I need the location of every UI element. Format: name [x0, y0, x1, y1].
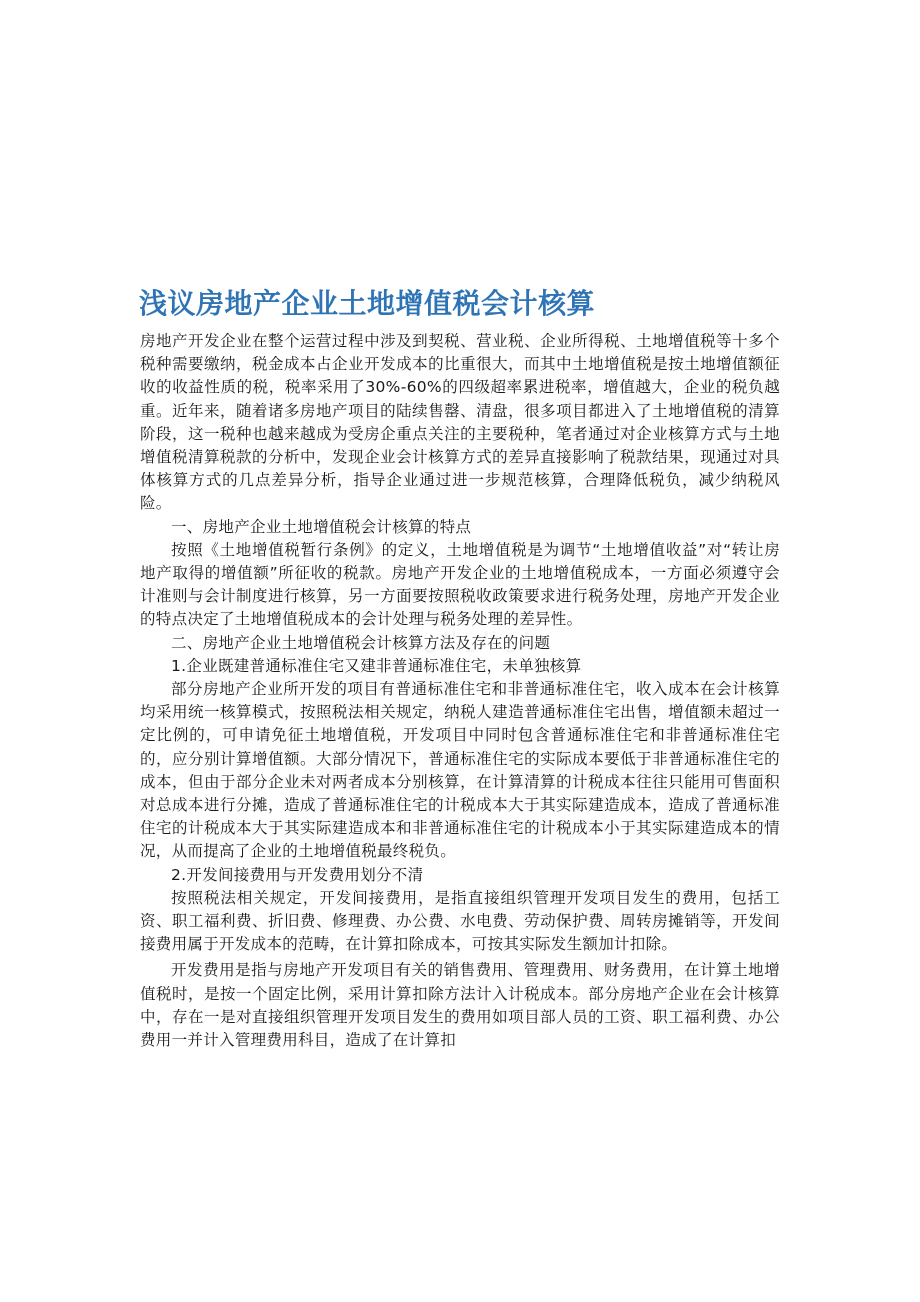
document-title: 浅议房地产企业土地增值税会计核算	[139, 287, 596, 320]
paragraph-housing: 部分房地产企业所开发的项目有普通标准住宅和非普通标准住宅，收入成本在会计核算均采用统一核算模式，按照税法相关规定，纳税人建造普通标准住宅出售，增值额未超过一定比例的，可申请免征土地增值税，开发项目中同时包含普通标准住宅和非普通标准住宅的，应分别计算增值额。大部分情况下，普通标准住宅的实际成本要低于非普通标准住宅的成本，但由于部分企业未对两者成本分别核算，在计算清算的计税成本往往只能用可售面积对总成本进行分摊，造成了普通标准住宅的计税成本大于其实际建造成本，造成了普通标准住宅的计税成本大于其实际建造成本和非普通标准住宅的计税成本小于其实际建造成本的情况，从而提高了企业的土地增值税最终税负。	[140, 680, 780, 861]
paragraph-intro: 房地产开发企业在整个运营过程中涉及到契税、营业税、企业所得税、土地增值税等十多个税种需要缴纳，税金成本占企业开发成本的比重很大，而其中土地增值税是按土地增值额征收的收益性质的税，税率采用了30%-60%的四级超率累进税率，增值越大，企业的税负越重。近年来，随着诸多房地产项目的陆续售罄、清盘，很多项目都进入了土地增值税的清算阶段，这一税种也越来越成为受房企重点关注的主要税种，笔者通过对企业核算方式与土地增值税清算税款的分析中，发现企业会计核算方式的差异直接影响了税款结果，现通过对具体核算方式的几点差异分析，指导企业通过进一步规范核算，合理降低税负，减少纳税风险。	[140, 332, 780, 513]
subheading-2: 2.开发间接费用与开发费用划分不清	[171, 865, 424, 884]
section-heading-2: 二、房地产企业土地增值税会计核算方法及存在的问题	[171, 633, 551, 652]
paragraph-indirect-costs: 按照税法相关规定，开发间接费用，是指直接组织管理开发项目发生的费用，包括工资、职工福利费、折旧费、修理费、办公费、水电费、劳动保护费、周转房摊销等，开发间接费用属于开发成本的范畴，在计算扣除成本，可按其实际发生额加计扣除。	[140, 888, 780, 954]
paragraph-development-costs: 开发费用是指与房地产开发项目有关的销售费用、管理费用、财务费用，在计算土地增值税时，是按一个固定比例，采用计算扣除方法计入计税成本。部分房地产企业在会计核算中，存在一是对直接组织管理开发项目发生的费用如项目部人员的工资、职工福利费、办公费用一并计入管理费用科目，造成了在计算扣	[140, 961, 780, 1050]
subheading-1: 1.企业既建普通标准住宅又建非普通标准住宅，未单独核算	[171, 656, 582, 675]
document-body	[140, 330, 780, 1052]
section-heading-1: 一、房地产企业土地增值税会计核算的特点	[171, 517, 472, 536]
paragraph-definition: 按照《土地增值税暂行条例》的定义，土地增值税是为调节“土地增值收益”对“转让房地产取得的增值额”所征收的税款。房地产开发企业的土地增值税成本，一方面必须遵守会计准则与会计制度进行核算，另一方面要按照税收政策要求进行税务处理，房地产开发企业的特点决定了土地增值税成本的会计处理与税务处理的差异性。	[140, 540, 780, 629]
